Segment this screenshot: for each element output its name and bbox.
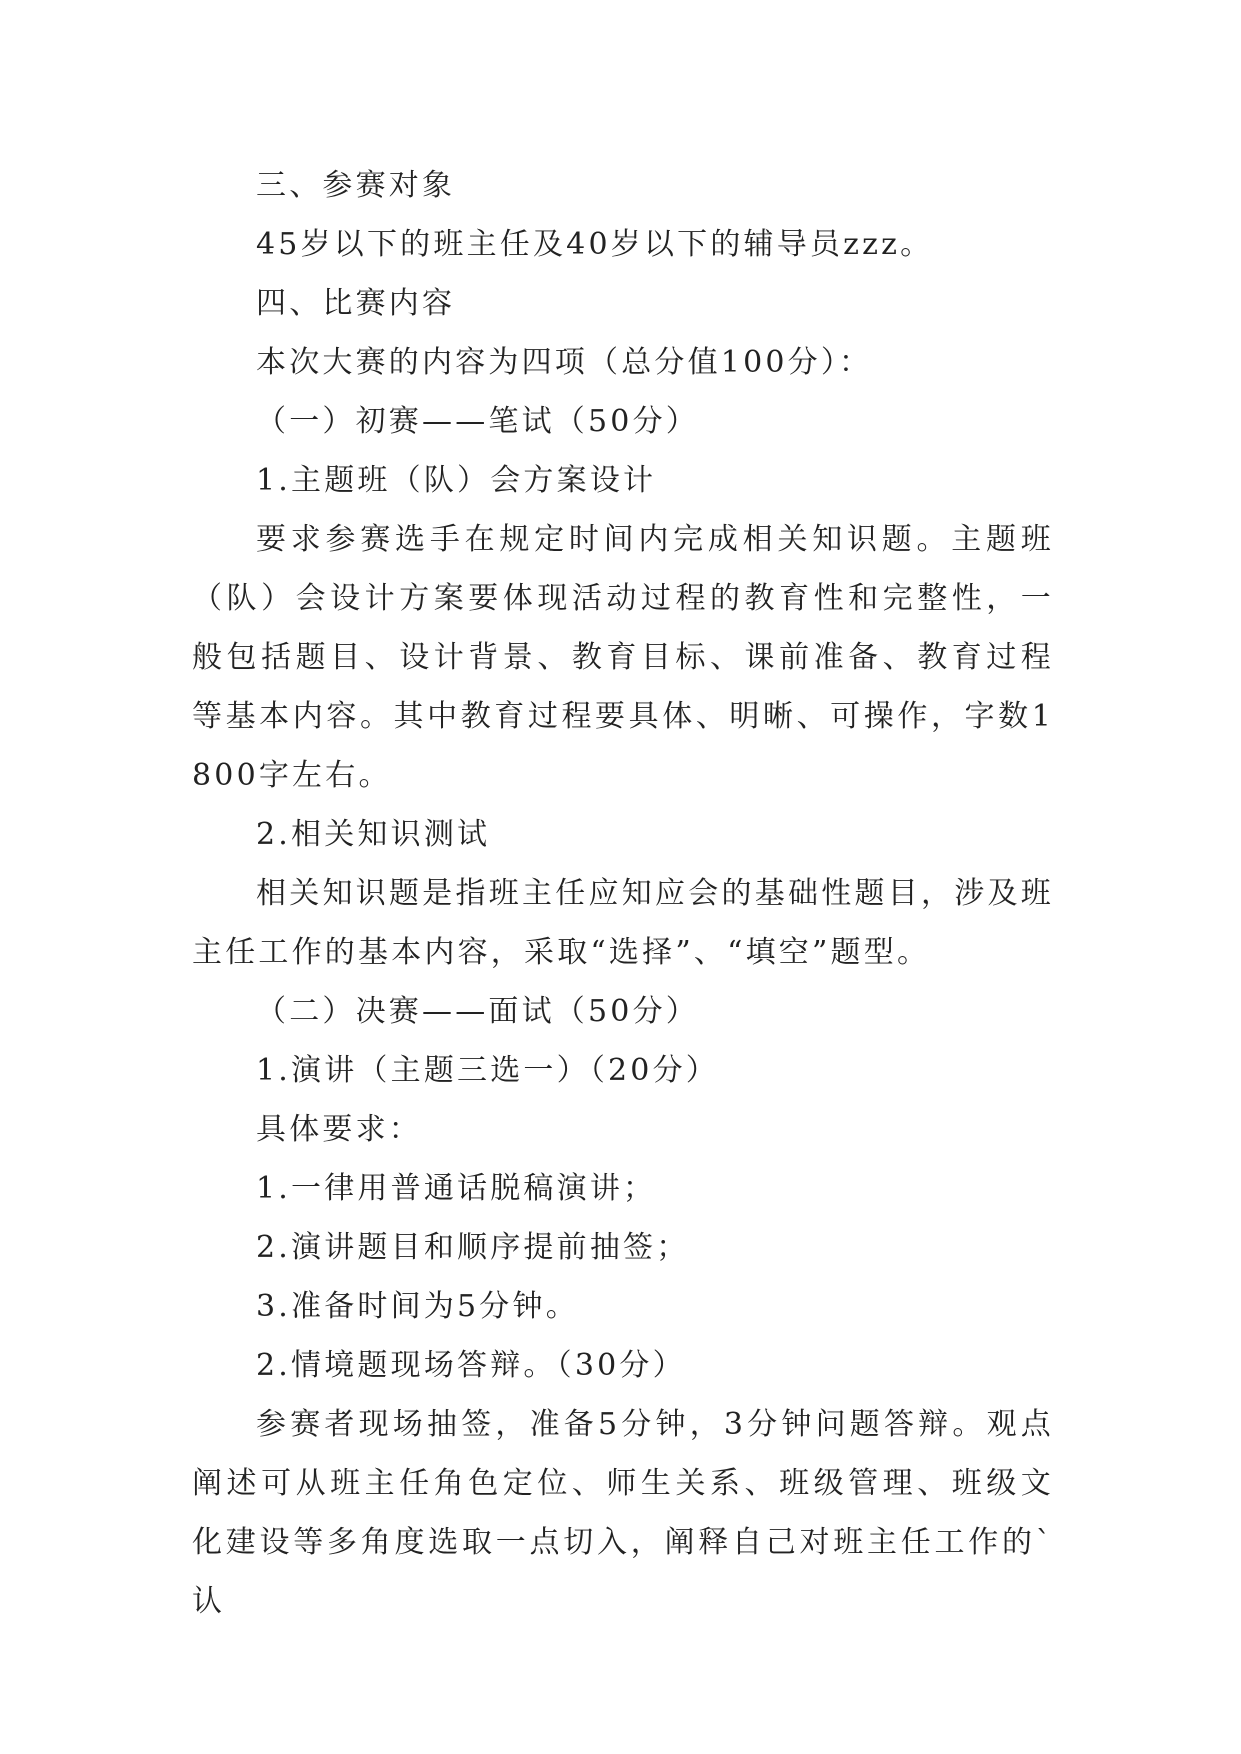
- paragraph-situational-defense: 参赛者现场抽签，准备5分钟，3分钟问题答辩。观点阐述可从班主任角色定位、师生关系、班级管理、班级文化建设等多角度选取一点切入，阐释自己对班主任工作的`认: [192, 1407, 1054, 1619]
- item-heading-speech: 1.演讲（主题三选一）（20分）: [256, 1053, 719, 1088]
- paragraph-participants: 45岁以下的班主任及40岁以下的辅导员zzz。: [256, 227, 934, 262]
- section-heading-content: 四、比赛内容: [256, 286, 456, 321]
- subsection-heading-preliminary: （一）初赛——笔试（50分）: [256, 404, 699, 439]
- paragraph-knowledge-test: 相关知识题是指班主任应知应会的基础性题目，涉及班主任工作的基本内容，采取“选择”、“填空”题型。: [192, 876, 1054, 970]
- item-heading-knowledge-test: 2.相关知识测试: [256, 817, 491, 852]
- list-item-requirement-3: 3.准备时间为5分钟。: [256, 1289, 579, 1324]
- item-heading-situational-defense: 2.情境题现场答辩。（30分）: [256, 1348, 686, 1383]
- list-item-requirement-2: 2.演讲题目和顺序提前抽签；: [256, 1230, 690, 1265]
- paragraph-class-meeting: 要求参赛选手在规定时间内完成相关知识题。主题班（队）会设计方案要体现活动过程的教育性和完整性，一般包括题目、设计背景、教育目标、课前准备、教育过程等基本内容。其中教育过程要具体、明晰、可操作，字数1800字左右。: [192, 522, 1054, 793]
- document-body: [192, 156, 1054, 1631]
- subsection-heading-final: （二）决赛——面试（50分）: [256, 994, 699, 1029]
- item-heading-class-meeting: 1.主题班（队）会方案设计: [256, 463, 657, 498]
- section-heading-participants: 三、参赛对象: [256, 168, 456, 203]
- paragraph-content-intro: 本次大赛的内容为四项（总分值100分）：: [256, 345, 873, 380]
- paragraph-requirements-label: 具体要求：: [256, 1112, 422, 1147]
- list-item-requirement-1: 1.一律用普通话脱稿演讲；: [256, 1171, 657, 1206]
